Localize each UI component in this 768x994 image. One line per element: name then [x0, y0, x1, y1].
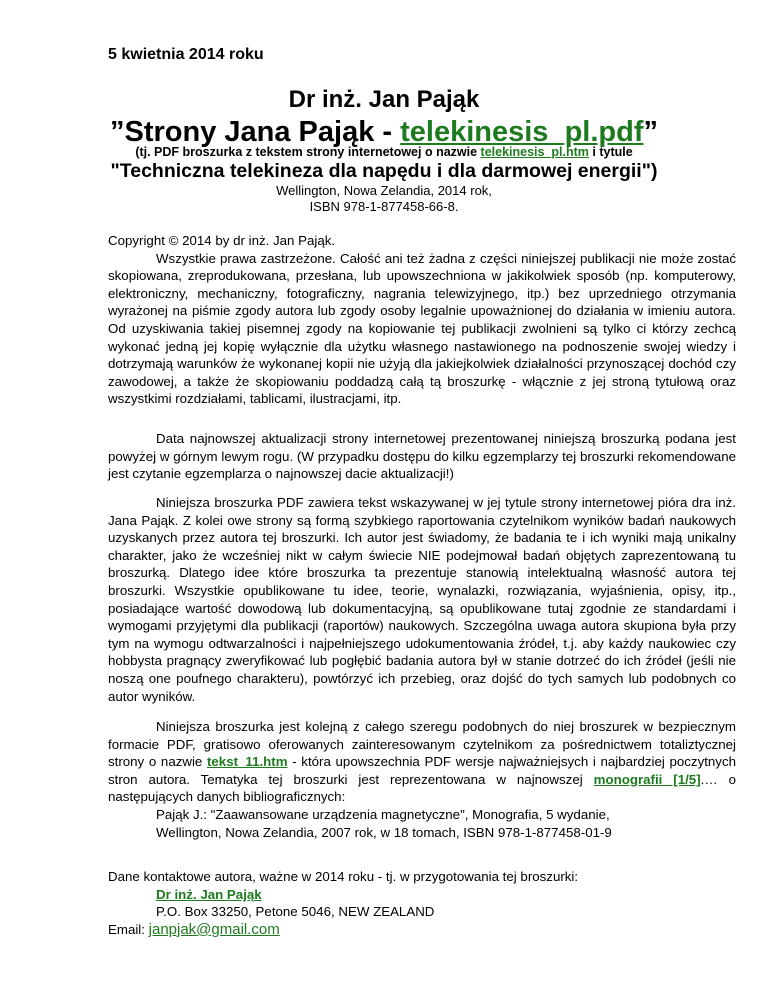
- subtitle-page-title: "Techniczna telekineza dla napędu i dla darmowej energii"): [110, 160, 658, 182]
- author-name-link[interactable]: Dr inż. Jan Pająk: [156, 886, 262, 902]
- monografia-link[interactable]: monografii [1/5]: [593, 771, 701, 787]
- subtitle-line: [60, 145, 708, 159]
- title-pdf-link[interactable]: telekinesis_pl.pdf: [400, 116, 644, 148]
- copyright-line: Copyright © 2014 by dr inż. Jan Pająk.: [108, 233, 336, 248]
- email-label: Email:: [108, 921, 149, 937]
- email-link[interactable]: janpjak@gmail.com: [148, 920, 280, 938]
- publication-place: Wellington, Nowa Zelandia, 2014 rok,: [276, 183, 492, 198]
- title-suffix: ”: [643, 116, 658, 148]
- subtitle-prefix: (tj. PDF broszurka z tekstem strony internetowej o nazwie: [135, 145, 481, 159]
- copyright-text: Wszystkie prawa zastrzeżone. Całość ani też żadna z części niniejszej publikacji nie może zostać skopiowana, zreprodukowana, przesłana, lub upowszechniona w jakikolwiek sposób (np. komputerowy, elektroniczny, mechaniczny, fotograficzny, nagrania telewizyjnego, itp.) bez uprzedniego otrzymania wyrażonej na piśmie zgody autora lub zgody osoby legalnie upoważnionej do działania w imieniu autora. Od uzyskiwania takiej pisemnej zgody na kopiowanie tej publikacji zwolnieni są tylko ci którzy zechcą wykonać jedną jej kopię wyłącznie dla użytku własnego nastawionego na podnoszenie swojej wiedzy i dotrzymają warunków że wykonanej kopii nie użyją dla jakiejkolwiek działalności przynoszącej dochód czy zawodowej, a także że skopiowaniu poddadzą całą tą broszurkę - włącznie z jej stroną tytułową oraz wszystkimi rozdziałami, tablicami, ilustracjami, itp.: [108, 250, 736, 407]
- email-line: [108, 921, 736, 939]
- isbn: ISBN 978-1-877458-66-8.: [309, 199, 459, 214]
- series-text-part1: Niniejsza broszurka jest kolejną z całego szeregu podobnych do niej broszurek w bezpiecznym formacie PDF, gratisowo oferowanych zainteresowanym czytelnikom za pośrednictwem totaliztycznej strony o nazwie: [108, 719, 736, 770]
- series-text-part3: .… o następujących danych bibliograficznych:: [108, 771, 736, 805]
- copyright-section: [108, 232, 736, 408]
- tekst-11-link[interactable]: tekst_11.htm: [206, 754, 288, 770]
- reference-line-1: Pająk J.: "Zaawansowane urządzenia magnetyczne", Monografia, 5 wydanie,: [156, 806, 610, 822]
- update-date: 5 kwietnia 2014 roku: [108, 46, 264, 63]
- series-paragraph: [108, 718, 736, 841]
- update-note-text: Data najnowszej aktualizacji strony internetowej prezentowanej niniejszą broszurką podana jest powyżej w górnym lewym rogu. (W przypadku dostępu do kilku egzemplarzy tej broszurki rekomendowane jest czytanie egzemplarza o najnowszej dacie aktualizacji!): [108, 431, 736, 482]
- update-note-paragraph: [108, 430, 736, 483]
- author-heading: Dr inż. Jan Pająk: [288, 86, 480, 113]
- subtitle-htm-link[interactable]: telekinesis_pl.htm: [480, 145, 589, 159]
- subtitle-suffix: i tytule: [588, 145, 633, 159]
- description-paragraph: [108, 494, 736, 705]
- series-text-part2: - która upowszechnia PDF wersje najważniejsych i najbardziej poczytnych stron autora. Tematyka tej broszurki jest reprezentowana w najnowszej: [108, 754, 736, 787]
- reference-line-2: Wellington, Nowa Zelandia, 2007 rok, w 18 tomach, ISBN 978-1-877458-01-9: [156, 824, 612, 840]
- series-text: [108, 718, 736, 806]
- contact-section: [108, 868, 736, 938]
- contact-intro: Dane kontaktowe autora, ważne w 2014 roku - tj. w przygotowania tej broszurki:: [108, 869, 579, 884]
- contact-address: P.O. Box 33250, Petone 5046, NEW ZEALAND: [156, 904, 435, 920]
- description-text: Niniejsza broszurka PDF zawiera tekst wskazywanej w jej tytule strony internetowej pióra dra inż. Jana Pająk. Z kolei owe strony są formą szybkiego raportowania czytelnikom wyników badań naukowych uzyskanych przez autora tej broszurki. Ich autor jest świadomy, że badania te i ich wyniki mają unikalny charakter, jako że wcześniej nikt w całym świecie NIE podejmował badań objętych zaprezentowaną tu broszurką. Dlatego idee które broszurka ta prezentuje stanowią intelektualną własność autora tej broszurki. Wszystkie opublikowane tu idee, teorie, wynalazki, rozwiązania, wyjaśnienia, opisy, itp., posiadające wartość dowodową lub dokumentacyjną, są opublikowane tutaj zgodnie ze standardami i wymogami przyjętymi dla publikacji (raportów) naukowych. Szczególna uwaga autora skupiona była przy tym na wymogu odtwarzalności i najpełniejszego udokumentowania źródeł, t.j. aby każdy naukowiec czy hobbysta pragnący zweryfikować lub pogłębić badania autora był w stanie dotrzeć do ich źródeł (jeśli nie noszą one poufnego charakteru), powtórzyć ich przebieg, oraz dojść do tych samych lub podobnych co autor wyników.: [108, 495, 736, 704]
- title-prefix: ”Strony Jana Pająk -: [110, 116, 401, 148]
